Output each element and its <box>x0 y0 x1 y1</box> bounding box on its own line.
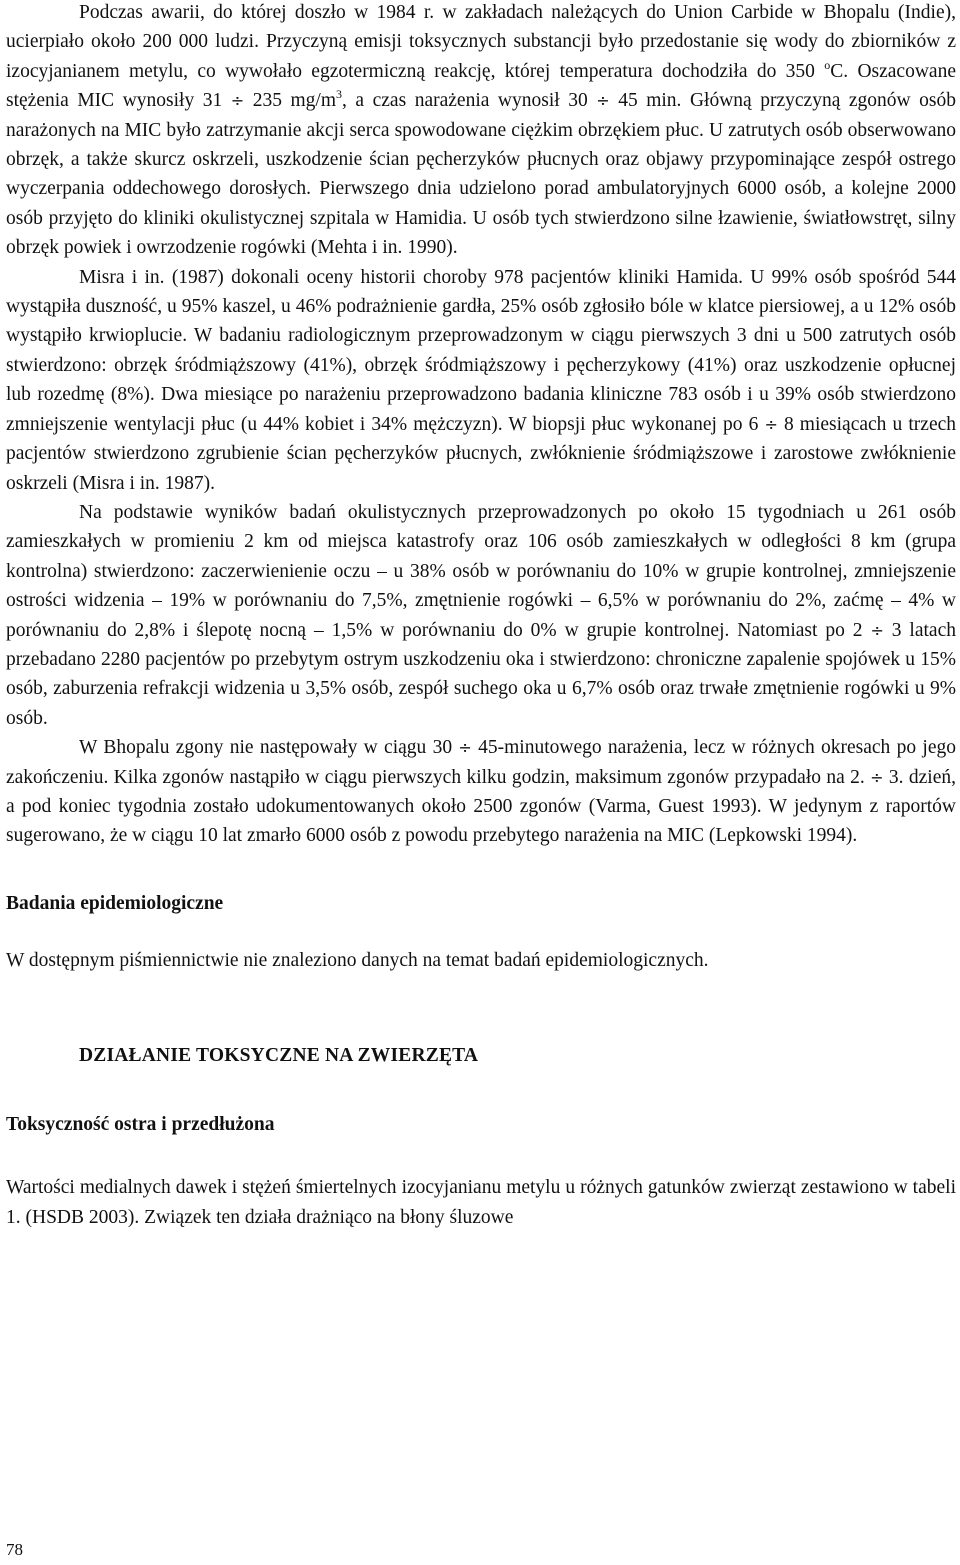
paragraph-text: Podczas awarii, do której doszło w 1984 r. w zakładach należących do Union Carbide w Bhopalu (Indie), ucierpiało około 200 000 ludzi. Przyczyną emisji toksycznych substancji było przedostanie się wody do zbiorników z izocyjanianem metylu, co wywołało egzotermiczną reakcję, której temperatura dochodziła do 350 <box>6 2 956 82</box>
paragraph-ophthalmology-study <box>6 498 956 733</box>
paragraph-text: 45-minutowego narażenia, lecz w różnych okresach po jego zakończeniu. Kilka zgonów nastąpiło w ciągu pierwszych kilku godzin, maksimum zgonów przypadało na 2. <box>6 737 956 788</box>
superscript-degree: o <box>824 57 831 72</box>
division-sign: ÷ <box>596 91 610 111</box>
paragraph-text: , a czas narażenia wynosił 30 <box>342 90 597 112</box>
paragraph-epidemiology: W dostępnym piśmiennictwie nie znaleziono danych na temat badań epidemiologicznych. <box>6 949 709 971</box>
page-number: 78 <box>6 1540 23 1559</box>
heading-epidemiology: Badania epidemiologiczne <box>6 892 224 914</box>
division-sign: ÷ <box>230 91 245 111</box>
division-sign: ÷ <box>870 767 884 787</box>
paragraph-misra-study <box>6 263 956 498</box>
heading-acute-toxicity: Toksyczność ostra i przedłużona <box>6 1114 275 1136</box>
paragraph-text: Na podstawie wyników badań okulistycznych przeprowadzonych po około 15 tygodniach u 261 osób zamieszkałych w promieniu 2 km od miejsca katastrofy oraz 106 osób zamieszkałych w odległości 8 km (grupa kontrolna) stwierdzono: zaczerwienienie oczu – u 38% osób w porównaniu do 10% w grupie kontrolnej, zmniejszenie ostrości widzenia – 19% w porównaniu do 7,5%, zmętnienie rogówki – 6,5% w porównaniu do 2%, zaćmę – 4% w porównaniu do 2,8% i ślepotę nocną – 1,5% w porównaniu do 0% w grupie kontrolnej. Natomiast po 2 <box>6 501 956 641</box>
paragraph-text: 8 miesiącach u trzech pacjentów stwierdzono zgrubienie ścian pęcherzyków płucnych, zwłóknienie śródmiąższowe i zarostowe zwłóknienie oskrzeli (Misra i in. 1987). <box>6 413 957 494</box>
paragraph-text: 3. dzień, a pod koniec tygodnia zostało udokumentowanych około 2500 zgonów (Varma, Guest 1993). W jedynym z raportów sugerowano, że w ciągu 10 lat zmarło 6000 osób z powodu przebytego narażenia na MIC (Lepkowski 1994). <box>6 766 956 847</box>
superscript-cubic: 3 <box>336 87 343 102</box>
paragraph-text: 45 min. Główną przyczyną zgonów osób narażonych na MIC było zatrzymanie akcji serca spowodowane ciężkim obrzękiem płuc. U zatrutych osób obserwowano obrzęk, a także skurcz oskrzeli, uszkodzenie ścian pęcherzyków płucnych oraz objawy przypominające zespół ostrego wyczerpania oddechowego dorosłych. Pierwszego dnia udzielono porad ambulatoryjnych 6000 osób, a kolejne 2000 osób przyjęto do kliniki okulistycznej szpitala w Hamidia. U osób tych stwierdzono silne łzawienie, światłowstręt, silny obrzęk powiek i owrzodzenie rogówki (Mehta i in. 1990). <box>6 90 956 259</box>
paragraph-text: 3 latach przebadano 2280 pacjentów po przebytym ostrym uszkodzeniu oka i stwierdzono: chroniczne zapalenie spojówek u 15% osób, zaburzenia refrakcji widzenia u 3,5% osób, zespół suchego oka u 6,7% osób oraz trwałe zmętnienie rogówki u 9% osób. <box>6 619 956 729</box>
document-page <box>6 0 956 1232</box>
division-sign: ÷ <box>870 620 884 640</box>
division-sign: ÷ <box>764 414 778 434</box>
paragraph-deaths <box>6 733 956 851</box>
paragraph-bhopal-accident <box>6 0 956 263</box>
paragraph-text: W Bhopalu zgony nie następowały w ciągu 30 <box>79 737 459 759</box>
paragraph-text: Misra i in. (1987) dokonali oceny historii choroby 978 pacjentów kliniki Hamida. U 99% osób spośród 544 wystąpiła duszność, u 95% kaszel, u 46% podrażnienie gardła, 25% osób zgłosiło bóle w klatce piersiowej, a u 12% osób wystąpiło krwioplucie. W badaniu radiologicznym przeprowadzonym w ciągu pierwszych 3 dni u 500 zatrutych osób stwierdzono: obrzęk śródmiąższowy (41%), obrzęk śródmiąższowy i pęcherzykowy (41%) oraz uszkodzenie opłucnej lub rozedmę (8%). Dwa miesiące po narażeniu przeprowadzono badania kliniczne 783 osób i u 39% osób stwierdzono zmniejszenie wentylacji płuc (u 44% kobiet i 34% mężczyzn). W biopsji płuc wykonanej po 6 <box>6 266 956 435</box>
paragraph-toxicity: Wartości medialnych dawek i stężeń śmiertelnych izocyjanianu metylu u różnych gatunków zwierząt zestawiono w tabeli 1. (HSDB 2003). Związek ten działa drażniąco na błony śluzowe <box>6 1177 956 1228</box>
division-sign: ÷ <box>458 738 472 758</box>
paragraph-text: 235 mg/m <box>244 90 337 112</box>
heading-animal-toxicity: DZIAŁANIE TOKSYCZNE NA ZWIERZĘTA <box>79 1045 479 1067</box>
paragraph-text: C. Oszacowane stężenia MIC wynosiły 31 <box>6 60 956 112</box>
